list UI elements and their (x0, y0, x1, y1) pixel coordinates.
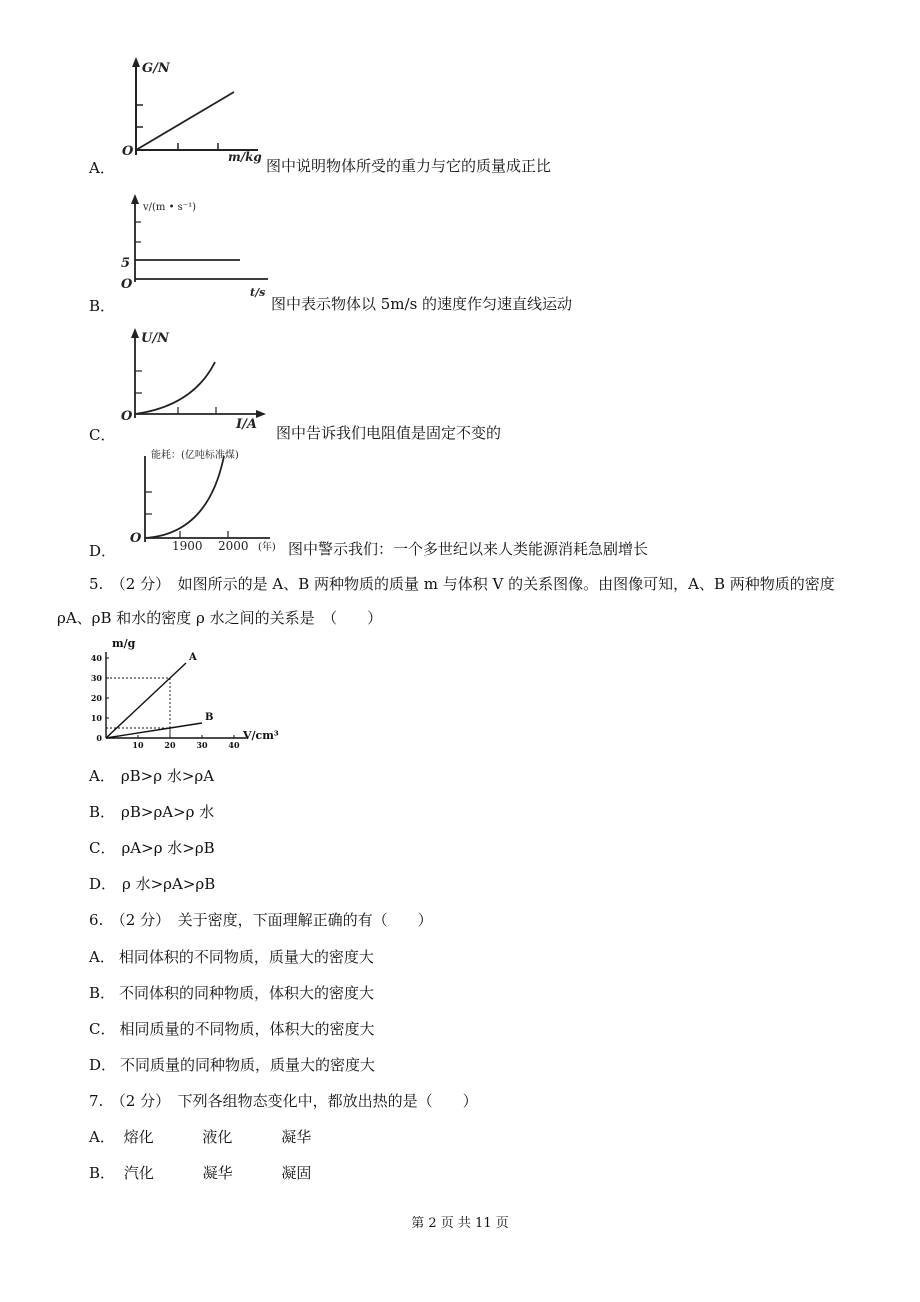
graph-b-tick-5: 5 (121, 256, 131, 271)
q5-y-tick-label: 20 (90, 693, 102, 703)
q7-option-a-item-1: 熔化 (123, 1128, 154, 1146)
graph-d (118, 444, 298, 554)
q6-option-d-text: 不同质量的同种物质，质量大的密度大 (120, 1056, 376, 1074)
q4-option-b-text: 图中表示物体以 5m/s 的速度作匀速直线运动 (271, 295, 573, 313)
q7-option-a (89, 1126, 311, 1147)
graph-a-ylabel: G/N (142, 61, 170, 76)
graph-b-origin: O (121, 277, 133, 292)
q5-option-d (89, 873, 215, 894)
q5-x-tick-label: 10 (132, 740, 144, 750)
q5-option-b-text: ρB>ρA>ρ 水 (121, 803, 215, 821)
q6-option-b-text: 不同体积的同种物质，体积大的密度大 (119, 984, 375, 1002)
q6-option-a-text: 相同体积的不同物质，质量大的密度大 (118, 948, 374, 966)
q6-option-d (89, 1054, 375, 1075)
q5-option-d-text: ρ 水>ρA>ρB (122, 875, 216, 893)
q5-chart-xlabel: V/cm³ (243, 729, 279, 742)
q5-option-a-letter: A． (89, 767, 115, 785)
graph-c-origin: O (121, 409, 133, 424)
q6-option-c (89, 1018, 375, 1039)
q5-y-tick-label: 10 (90, 713, 102, 723)
q4-option-d-text: 图中警示我们：一个多世纪以来人类能源消耗急剧增长 (288, 540, 649, 558)
q7-option-b-item-1: 汽化 (123, 1164, 154, 1182)
page-footer: 第 2 页 共 11 页 (411, 1216, 509, 1231)
q7-option-b-item-3: 凝固 (281, 1164, 312, 1182)
q4-option-c-text: 图中告诉我们电阻值是固定不变的 (276, 424, 502, 442)
graph-a-xlabel: m/kg (228, 150, 262, 164)
q5-stem-line1: 5. （2 分） 如图所示的是 A、B 两种物质的质量 m 与体积 V 的关系图像。由图像可知，A、B 两种物质的密度 (89, 575, 835, 593)
q6-option-c-letter: C． (89, 1020, 116, 1038)
q7-option-a-letter: A． (89, 1128, 115, 1146)
q7-option-b (89, 1162, 311, 1183)
graph-a (118, 55, 268, 165)
q5-series-label-A: A (189, 652, 197, 663)
graph-d-origin: O (130, 531, 142, 546)
q5-option-c-letter: C． (89, 839, 116, 857)
graph-d-xlabel: (年) (258, 542, 276, 553)
q7-option-b-item-2: 凝华 (202, 1164, 233, 1182)
q5-x-tick-label: 40 (228, 740, 240, 750)
q7-option-b-letter: B． (89, 1164, 116, 1182)
q6-option-b-letter: B． (89, 984, 116, 1002)
q5-option-d-letter: D． (89, 875, 117, 893)
q7-option-a-item-3: 凝华 (281, 1128, 312, 1146)
q4-option-d-letter: D． (89, 542, 117, 560)
q5-chart-ylabel: m/g (112, 637, 136, 650)
q5-option-c (89, 837, 215, 858)
q5-option-c-text: ρA>ρ 水>ρB (121, 839, 215, 857)
q4-option-a-letter: A． (89, 159, 115, 177)
graph-c-ylabel: U/N (141, 331, 169, 346)
q5-chart (80, 635, 295, 750)
graph-d-tick-1900: 1900 (172, 539, 203, 553)
q5-x-tick-label: 20 (164, 740, 176, 750)
q6-option-a (89, 946, 374, 967)
q5-x-tick-label: 30 (196, 740, 208, 750)
q5-option-a (89, 765, 214, 786)
q5-series-label-B: B (205, 712, 214, 723)
q7-option-a-item-2: 液化 (202, 1128, 233, 1146)
q6-option-d-letter: D． (89, 1056, 117, 1074)
q6-option-b (89, 982, 374, 1003)
graph-d-tick-2000: 2000 (218, 539, 249, 553)
q5-y-tick-label: 0 (96, 733, 102, 743)
q6-stem: 6. （2 分） 关于密度，下面理解正确的有（ ） (89, 911, 433, 929)
q4-option-c-letter: C． (89, 426, 116, 444)
graph-d-ylabel: 能耗：(亿吨标准煤) (151, 450, 239, 461)
q6-option-a-letter: A． (89, 948, 115, 966)
q5-y-tick-label: 40 (90, 653, 102, 663)
graph-a-origin: O (122, 144, 134, 159)
q5-option-b (89, 801, 214, 822)
q5-option-a-text: ρB>ρ 水>ρA (120, 767, 215, 785)
q4-option-b-letter: B． (89, 297, 116, 315)
q6-option-c-text: 相同质量的不同物质，体积大的密度大 (119, 1020, 375, 1038)
graph-c-xlabel: I/A (236, 417, 257, 432)
q5-y-tick-label: 30 (90, 673, 102, 683)
q7-stem: 7. （2 分） 下列各组物态变化中，都放出热的是（ ） (89, 1092, 478, 1110)
graph-b (118, 192, 278, 302)
graph-b-xlabel: t/s (250, 286, 266, 299)
q4-option-a-text: 图中说明物体所受的重力与它的质量成正比 (266, 157, 552, 175)
q5-option-b-letter: B． (89, 803, 116, 821)
graph-b-ylabel: v/(m • s⁻¹) (143, 202, 196, 213)
graph-c (118, 326, 268, 436)
q5-stem-line2: ρA、ρB 和水的密度 ρ 水之间的关系是 （ ） (57, 609, 383, 627)
